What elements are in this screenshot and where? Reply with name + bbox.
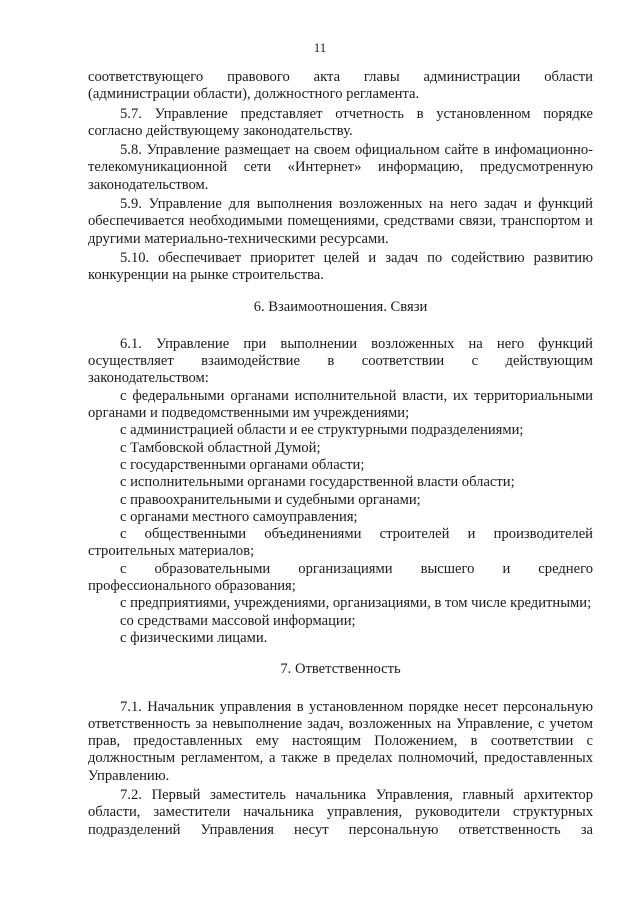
list-item: с исполнительными органами государственной власти области; bbox=[120, 474, 515, 491]
page-number: 11 bbox=[313, 40, 327, 55]
list-item: с органами местного самоуправления; bbox=[120, 508, 358, 525]
list-item: с государственными органами области; bbox=[120, 456, 365, 473]
list-item: с Тамбовской областной Думой; bbox=[120, 439, 321, 456]
list-item: с федеральными органами исполнительной власти, их территориальными органами и подведомственными им учреждениями; bbox=[88, 387, 593, 422]
paragraph-7-1: 7.1. Начальник управления в установленном порядке несет персональную ответственность за невыполнение задач, возложенных на Управление, с учетом прав, предоставленных ему настоящим Положением, в соответствии с должностным регламентом, а также в пределах полномочий, предоставленных Управлению. bbox=[88, 698, 593, 784]
paragraph-6-1: 6.1. Управление при выполнении возложенных на него функций осуществляет взаимодействие в соответствии с действующим законодательством: bbox=[88, 335, 593, 387]
interaction-list bbox=[88, 388, 593, 647]
list-item: с общественными объединениями строителей и производителей строительных материалов; bbox=[88, 526, 593, 560]
list-item: со средствами массовой информации; bbox=[120, 612, 356, 629]
list-item: с предприятиями, учреждениями, организациями, в том числе кредитными; bbox=[120, 595, 592, 612]
list-item: с администрацией области и ее структурными подразделениями; bbox=[120, 422, 524, 439]
list-item: с правоохранительными и судебными органами; bbox=[120, 491, 421, 508]
list-item: с физическими лицами. bbox=[120, 629, 268, 646]
paragraph-5-8: 5.8. Управление размещает на своем официальном сайте в инфомационно-телекомуникационной сети «Интернет» информацию, предусмотренную законодательством. bbox=[88, 142, 593, 193]
section-6-heading: 6. Взаимоотношения. Связи bbox=[253, 298, 428, 315]
paragraph-5-7: 5.7. Управление представляет отчетность в установленном порядке согласно действующему законодательству. bbox=[88, 105, 593, 139]
section-7-heading: 7. Ответственность bbox=[280, 661, 401, 678]
paragraph-5-10: 5.10. обеспечивает приоритет целей и задач по содействию развитию конкуренции на рынке строительства. bbox=[88, 249, 593, 284]
list-item: с образовательными организациями высшего и среднего профессионального образования; bbox=[88, 560, 593, 595]
paragraph-continuation: соответствующего правового акта главы администрации области (администрации области), должностного регламента. bbox=[88, 69, 593, 103]
paragraph-5-9: 5.9. Управление для выполнения возложенных на него задач и функций обеспечивается необходимыми помещениями, средствами связи, транспортом и другими материально-техническими ресурсами. bbox=[88, 196, 593, 247]
page-body bbox=[88, 69, 593, 839]
paragraph-7-2: 7.2. Первый заместитель начальника Управления, главный архитектор области, заместители начальника управления, руководители структурных подразделений Управления несут персональную ответственность за bbox=[88, 786, 593, 838]
